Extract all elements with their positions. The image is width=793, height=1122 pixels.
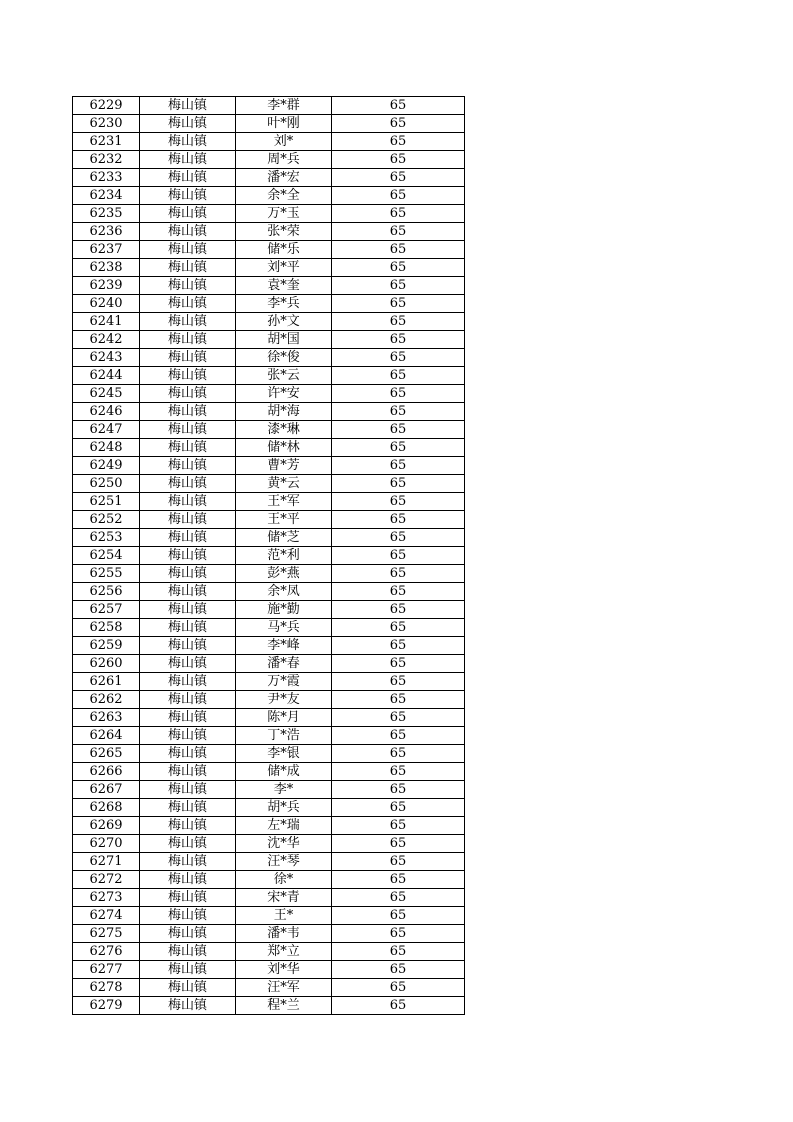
cell-name: 储*乐: [236, 241, 332, 259]
cell-amount: 65: [332, 115, 465, 133]
cell-town: 梅山镇: [140, 925, 236, 943]
cell-name: 范*利: [236, 547, 332, 565]
cell-amount: 65: [332, 763, 465, 781]
cell-name: 黄*云: [236, 475, 332, 493]
table-row: [73, 763, 465, 781]
table-row: [73, 835, 465, 853]
cell-amount: 65: [332, 367, 465, 385]
cell-town: 梅山镇: [140, 511, 236, 529]
cell-id: 6242: [73, 331, 140, 349]
table-row: [73, 169, 465, 187]
cell-id: 6249: [73, 457, 140, 475]
cell-town: 梅山镇: [140, 277, 236, 295]
cell-name: 储*芝: [236, 529, 332, 547]
table-row: [73, 223, 465, 241]
cell-town: 梅山镇: [140, 943, 236, 961]
table-row: [73, 385, 465, 403]
table-row: [73, 151, 465, 169]
cell-amount: 65: [332, 961, 465, 979]
cell-town: 梅山镇: [140, 133, 236, 151]
cell-town: 梅山镇: [140, 997, 236, 1015]
cell-amount: 65: [332, 997, 465, 1015]
cell-id: 6252: [73, 511, 140, 529]
cell-id: 6265: [73, 745, 140, 763]
cell-id: 6230: [73, 115, 140, 133]
cell-town: 梅山镇: [140, 187, 236, 205]
table-row: [73, 475, 465, 493]
cell-name: 储*林: [236, 439, 332, 457]
table-row: [73, 205, 465, 223]
cell-id: 6237: [73, 241, 140, 259]
table-row: [73, 979, 465, 997]
cell-town: 梅山镇: [140, 493, 236, 511]
cell-id: 6245: [73, 385, 140, 403]
cell-amount: 65: [332, 853, 465, 871]
cell-id: 6279: [73, 997, 140, 1015]
table-row: [73, 619, 465, 637]
table-row: [73, 781, 465, 799]
cell-name: 周*兵: [236, 151, 332, 169]
cell-name: 左*瑞: [236, 817, 332, 835]
cell-id: 6258: [73, 619, 140, 637]
cell-amount: 65: [332, 943, 465, 961]
cell-name: 程*兰: [236, 997, 332, 1015]
cell-id: 6270: [73, 835, 140, 853]
table-row: [73, 799, 465, 817]
table-row: [73, 367, 465, 385]
cell-id: 6276: [73, 943, 140, 961]
cell-id: 6238: [73, 259, 140, 277]
cell-town: 梅山镇: [140, 349, 236, 367]
cell-amount: 65: [332, 133, 465, 151]
table-row: [73, 277, 465, 295]
cell-amount: 65: [332, 385, 465, 403]
table-row: [73, 313, 465, 331]
cell-town: 梅山镇: [140, 889, 236, 907]
cell-id: 6240: [73, 295, 140, 313]
cell-town: 梅山镇: [140, 619, 236, 637]
cell-amount: 65: [332, 619, 465, 637]
table-row: [73, 403, 465, 421]
table-row: [73, 871, 465, 889]
cell-id: 6273: [73, 889, 140, 907]
cell-id: 6259: [73, 637, 140, 655]
cell-amount: 65: [332, 295, 465, 313]
cell-town: 梅山镇: [140, 223, 236, 241]
table-row: [73, 817, 465, 835]
cell-id: 6260: [73, 655, 140, 673]
cell-name: 马*兵: [236, 619, 332, 637]
cell-town: 梅山镇: [140, 547, 236, 565]
cell-town: 梅山镇: [140, 799, 236, 817]
cell-town: 梅山镇: [140, 331, 236, 349]
table-row: [73, 691, 465, 709]
cell-town: 梅山镇: [140, 97, 236, 115]
table-row: [73, 925, 465, 943]
cell-id: 6269: [73, 817, 140, 835]
table-row: [73, 331, 465, 349]
cell-name: 张*云: [236, 367, 332, 385]
cell-name: 储*成: [236, 763, 332, 781]
cell-id: 6257: [73, 601, 140, 619]
cell-town: 梅山镇: [140, 565, 236, 583]
cell-name: 汪*军: [236, 979, 332, 997]
table-row: [73, 961, 465, 979]
cell-amount: 65: [332, 493, 465, 511]
cell-id: 6234: [73, 187, 140, 205]
cell-amount: 65: [332, 907, 465, 925]
table-row: [73, 853, 465, 871]
cell-town: 梅山镇: [140, 313, 236, 331]
table-row: [73, 673, 465, 691]
cell-amount: 65: [332, 673, 465, 691]
cell-id: 6241: [73, 313, 140, 331]
cell-id: 6247: [73, 421, 140, 439]
table-row: [73, 529, 465, 547]
cell-town: 梅山镇: [140, 457, 236, 475]
roster-table-body: [73, 97, 465, 1015]
cell-amount: 65: [332, 871, 465, 889]
cell-id: 6233: [73, 169, 140, 187]
cell-name: 李*群: [236, 97, 332, 115]
cell-id: 6248: [73, 439, 140, 457]
cell-town: 梅山镇: [140, 691, 236, 709]
cell-name: 袁*奎: [236, 277, 332, 295]
cell-name: 李*峰: [236, 637, 332, 655]
cell-id: 6272: [73, 871, 140, 889]
cell-name: 曹*芳: [236, 457, 332, 475]
cell-town: 梅山镇: [140, 709, 236, 727]
cell-town: 梅山镇: [140, 961, 236, 979]
cell-amount: 65: [332, 439, 465, 457]
cell-town: 梅山镇: [140, 475, 236, 493]
cell-amount: 65: [332, 565, 465, 583]
cell-town: 梅山镇: [140, 241, 236, 259]
cell-id: 6264: [73, 727, 140, 745]
cell-name: 陈*月: [236, 709, 332, 727]
cell-amount: 65: [332, 457, 465, 475]
table-row: [73, 997, 465, 1015]
cell-name: 王*军: [236, 493, 332, 511]
table-row: [73, 745, 465, 763]
cell-town: 梅山镇: [140, 871, 236, 889]
cell-amount: 65: [332, 583, 465, 601]
cell-town: 梅山镇: [140, 853, 236, 871]
cell-id: 6277: [73, 961, 140, 979]
cell-town: 梅山镇: [140, 979, 236, 997]
table-row: [73, 439, 465, 457]
cell-name: 李*银: [236, 745, 332, 763]
cell-id: 6262: [73, 691, 140, 709]
table-row: [73, 709, 465, 727]
cell-amount: 65: [332, 187, 465, 205]
cell-name: 徐*俊: [236, 349, 332, 367]
cell-town: 梅山镇: [140, 151, 236, 169]
cell-town: 梅山镇: [140, 421, 236, 439]
table-row: [73, 241, 465, 259]
cell-amount: 65: [332, 241, 465, 259]
cell-name: 王*: [236, 907, 332, 925]
cell-town: 梅山镇: [140, 385, 236, 403]
cell-amount: 65: [332, 727, 465, 745]
cell-town: 梅山镇: [140, 781, 236, 799]
cell-name: 潘*韦: [236, 925, 332, 943]
table-row: [73, 907, 465, 925]
cell-amount: 65: [332, 835, 465, 853]
cell-amount: 65: [332, 313, 465, 331]
cell-id: 6231: [73, 133, 140, 151]
cell-id: 6232: [73, 151, 140, 169]
cell-amount: 65: [332, 277, 465, 295]
cell-id: 6246: [73, 403, 140, 421]
cell-id: 6267: [73, 781, 140, 799]
table-row: [73, 421, 465, 439]
cell-id: 6263: [73, 709, 140, 727]
cell-town: 梅山镇: [140, 529, 236, 547]
cell-amount: 65: [332, 475, 465, 493]
table-row: [73, 637, 465, 655]
cell-amount: 65: [332, 205, 465, 223]
cell-id: 6254: [73, 547, 140, 565]
cell-id: 6244: [73, 367, 140, 385]
cell-name: 徐*: [236, 871, 332, 889]
cell-amount: 65: [332, 259, 465, 277]
cell-town: 梅山镇: [140, 835, 236, 853]
cell-id: 6271: [73, 853, 140, 871]
cell-name: 胡*国: [236, 331, 332, 349]
cell-amount: 65: [332, 151, 465, 169]
cell-name: 叶*刚: [236, 115, 332, 133]
cell-amount: 65: [332, 169, 465, 187]
cell-name: 余*全: [236, 187, 332, 205]
cell-town: 梅山镇: [140, 601, 236, 619]
table-row: [73, 889, 465, 907]
cell-town: 梅山镇: [140, 367, 236, 385]
cell-amount: 65: [332, 529, 465, 547]
table-row: [73, 97, 465, 115]
cell-amount: 65: [332, 223, 465, 241]
cell-amount: 65: [332, 709, 465, 727]
cell-name: 施*勤: [236, 601, 332, 619]
cell-name: 万*玉: [236, 205, 332, 223]
table-row: [73, 133, 465, 151]
cell-amount: 65: [332, 979, 465, 997]
cell-id: 6256: [73, 583, 140, 601]
spreadsheet-page: [72, 96, 465, 1015]
table-row: [73, 259, 465, 277]
cell-name: 李*: [236, 781, 332, 799]
table-row: [73, 349, 465, 367]
cell-name: 潘*宏: [236, 169, 332, 187]
table-row: [73, 583, 465, 601]
cell-town: 梅山镇: [140, 259, 236, 277]
cell-town: 梅山镇: [140, 205, 236, 223]
cell-town: 梅山镇: [140, 763, 236, 781]
cell-name: 潘*春: [236, 655, 332, 673]
table-row: [73, 547, 465, 565]
table-row: [73, 511, 465, 529]
cell-id: 6266: [73, 763, 140, 781]
cell-town: 梅山镇: [140, 439, 236, 457]
cell-amount: 65: [332, 547, 465, 565]
cell-amount: 65: [332, 421, 465, 439]
cell-id: 6239: [73, 277, 140, 295]
cell-name: 余*凤: [236, 583, 332, 601]
cell-name: 许*安: [236, 385, 332, 403]
cell-amount: 65: [332, 331, 465, 349]
cell-amount: 65: [332, 511, 465, 529]
cell-name: 刘*: [236, 133, 332, 151]
cell-town: 梅山镇: [140, 907, 236, 925]
cell-id: 6253: [73, 529, 140, 547]
cell-amount: 65: [332, 745, 465, 763]
cell-name: 刘*华: [236, 961, 332, 979]
cell-amount: 65: [332, 97, 465, 115]
cell-id: 6274: [73, 907, 140, 925]
cell-town: 梅山镇: [140, 673, 236, 691]
cell-amount: 65: [332, 637, 465, 655]
cell-town: 梅山镇: [140, 115, 236, 133]
cell-id: 6229: [73, 97, 140, 115]
table-row: [73, 457, 465, 475]
cell-amount: 65: [332, 655, 465, 673]
cell-name: 郑*立: [236, 943, 332, 961]
cell-id: 6235: [73, 205, 140, 223]
cell-id: 6251: [73, 493, 140, 511]
cell-id: 6268: [73, 799, 140, 817]
table-row: [73, 493, 465, 511]
cell-name: 沈*华: [236, 835, 332, 853]
cell-town: 梅山镇: [140, 745, 236, 763]
cell-name: 丁*浩: [236, 727, 332, 745]
table-row: [73, 115, 465, 133]
cell-name: 张*荣: [236, 223, 332, 241]
cell-id: 6275: [73, 925, 140, 943]
cell-amount: 65: [332, 925, 465, 943]
cell-name: 李*兵: [236, 295, 332, 313]
table-row: [73, 655, 465, 673]
cell-name: 王*平: [236, 511, 332, 529]
cell-town: 梅山镇: [140, 727, 236, 745]
cell-amount: 65: [332, 817, 465, 835]
roster-table: [72, 96, 465, 1015]
cell-name: 宋*青: [236, 889, 332, 907]
table-row: [73, 295, 465, 313]
cell-town: 梅山镇: [140, 583, 236, 601]
cell-town: 梅山镇: [140, 403, 236, 421]
cell-amount: 65: [332, 889, 465, 907]
table-row: [73, 565, 465, 583]
cell-amount: 65: [332, 403, 465, 421]
cell-name: 刘*平: [236, 259, 332, 277]
table-row: [73, 727, 465, 745]
cell-town: 梅山镇: [140, 169, 236, 187]
cell-amount: 65: [332, 601, 465, 619]
cell-id: 6250: [73, 475, 140, 493]
cell-id: 6278: [73, 979, 140, 997]
cell-amount: 65: [332, 349, 465, 367]
cell-name: 孙*文: [236, 313, 332, 331]
table-row: [73, 943, 465, 961]
cell-id: 6261: [73, 673, 140, 691]
cell-name: 汪*琴: [236, 853, 332, 871]
cell-id: 6236: [73, 223, 140, 241]
table-row: [73, 601, 465, 619]
cell-name: 尹*友: [236, 691, 332, 709]
cell-town: 梅山镇: [140, 817, 236, 835]
cell-town: 梅山镇: [140, 655, 236, 673]
cell-id: 6255: [73, 565, 140, 583]
cell-amount: 65: [332, 691, 465, 709]
cell-town: 梅山镇: [140, 295, 236, 313]
cell-name: 漆*琳: [236, 421, 332, 439]
cell-name: 胡*兵: [236, 799, 332, 817]
cell-amount: 65: [332, 799, 465, 817]
cell-id: 6243: [73, 349, 140, 367]
cell-amount: 65: [332, 781, 465, 799]
cell-name: 万*霞: [236, 673, 332, 691]
cell-town: 梅山镇: [140, 637, 236, 655]
cell-name: 彭*燕: [236, 565, 332, 583]
cell-name: 胡*海: [236, 403, 332, 421]
table-row: [73, 187, 465, 205]
